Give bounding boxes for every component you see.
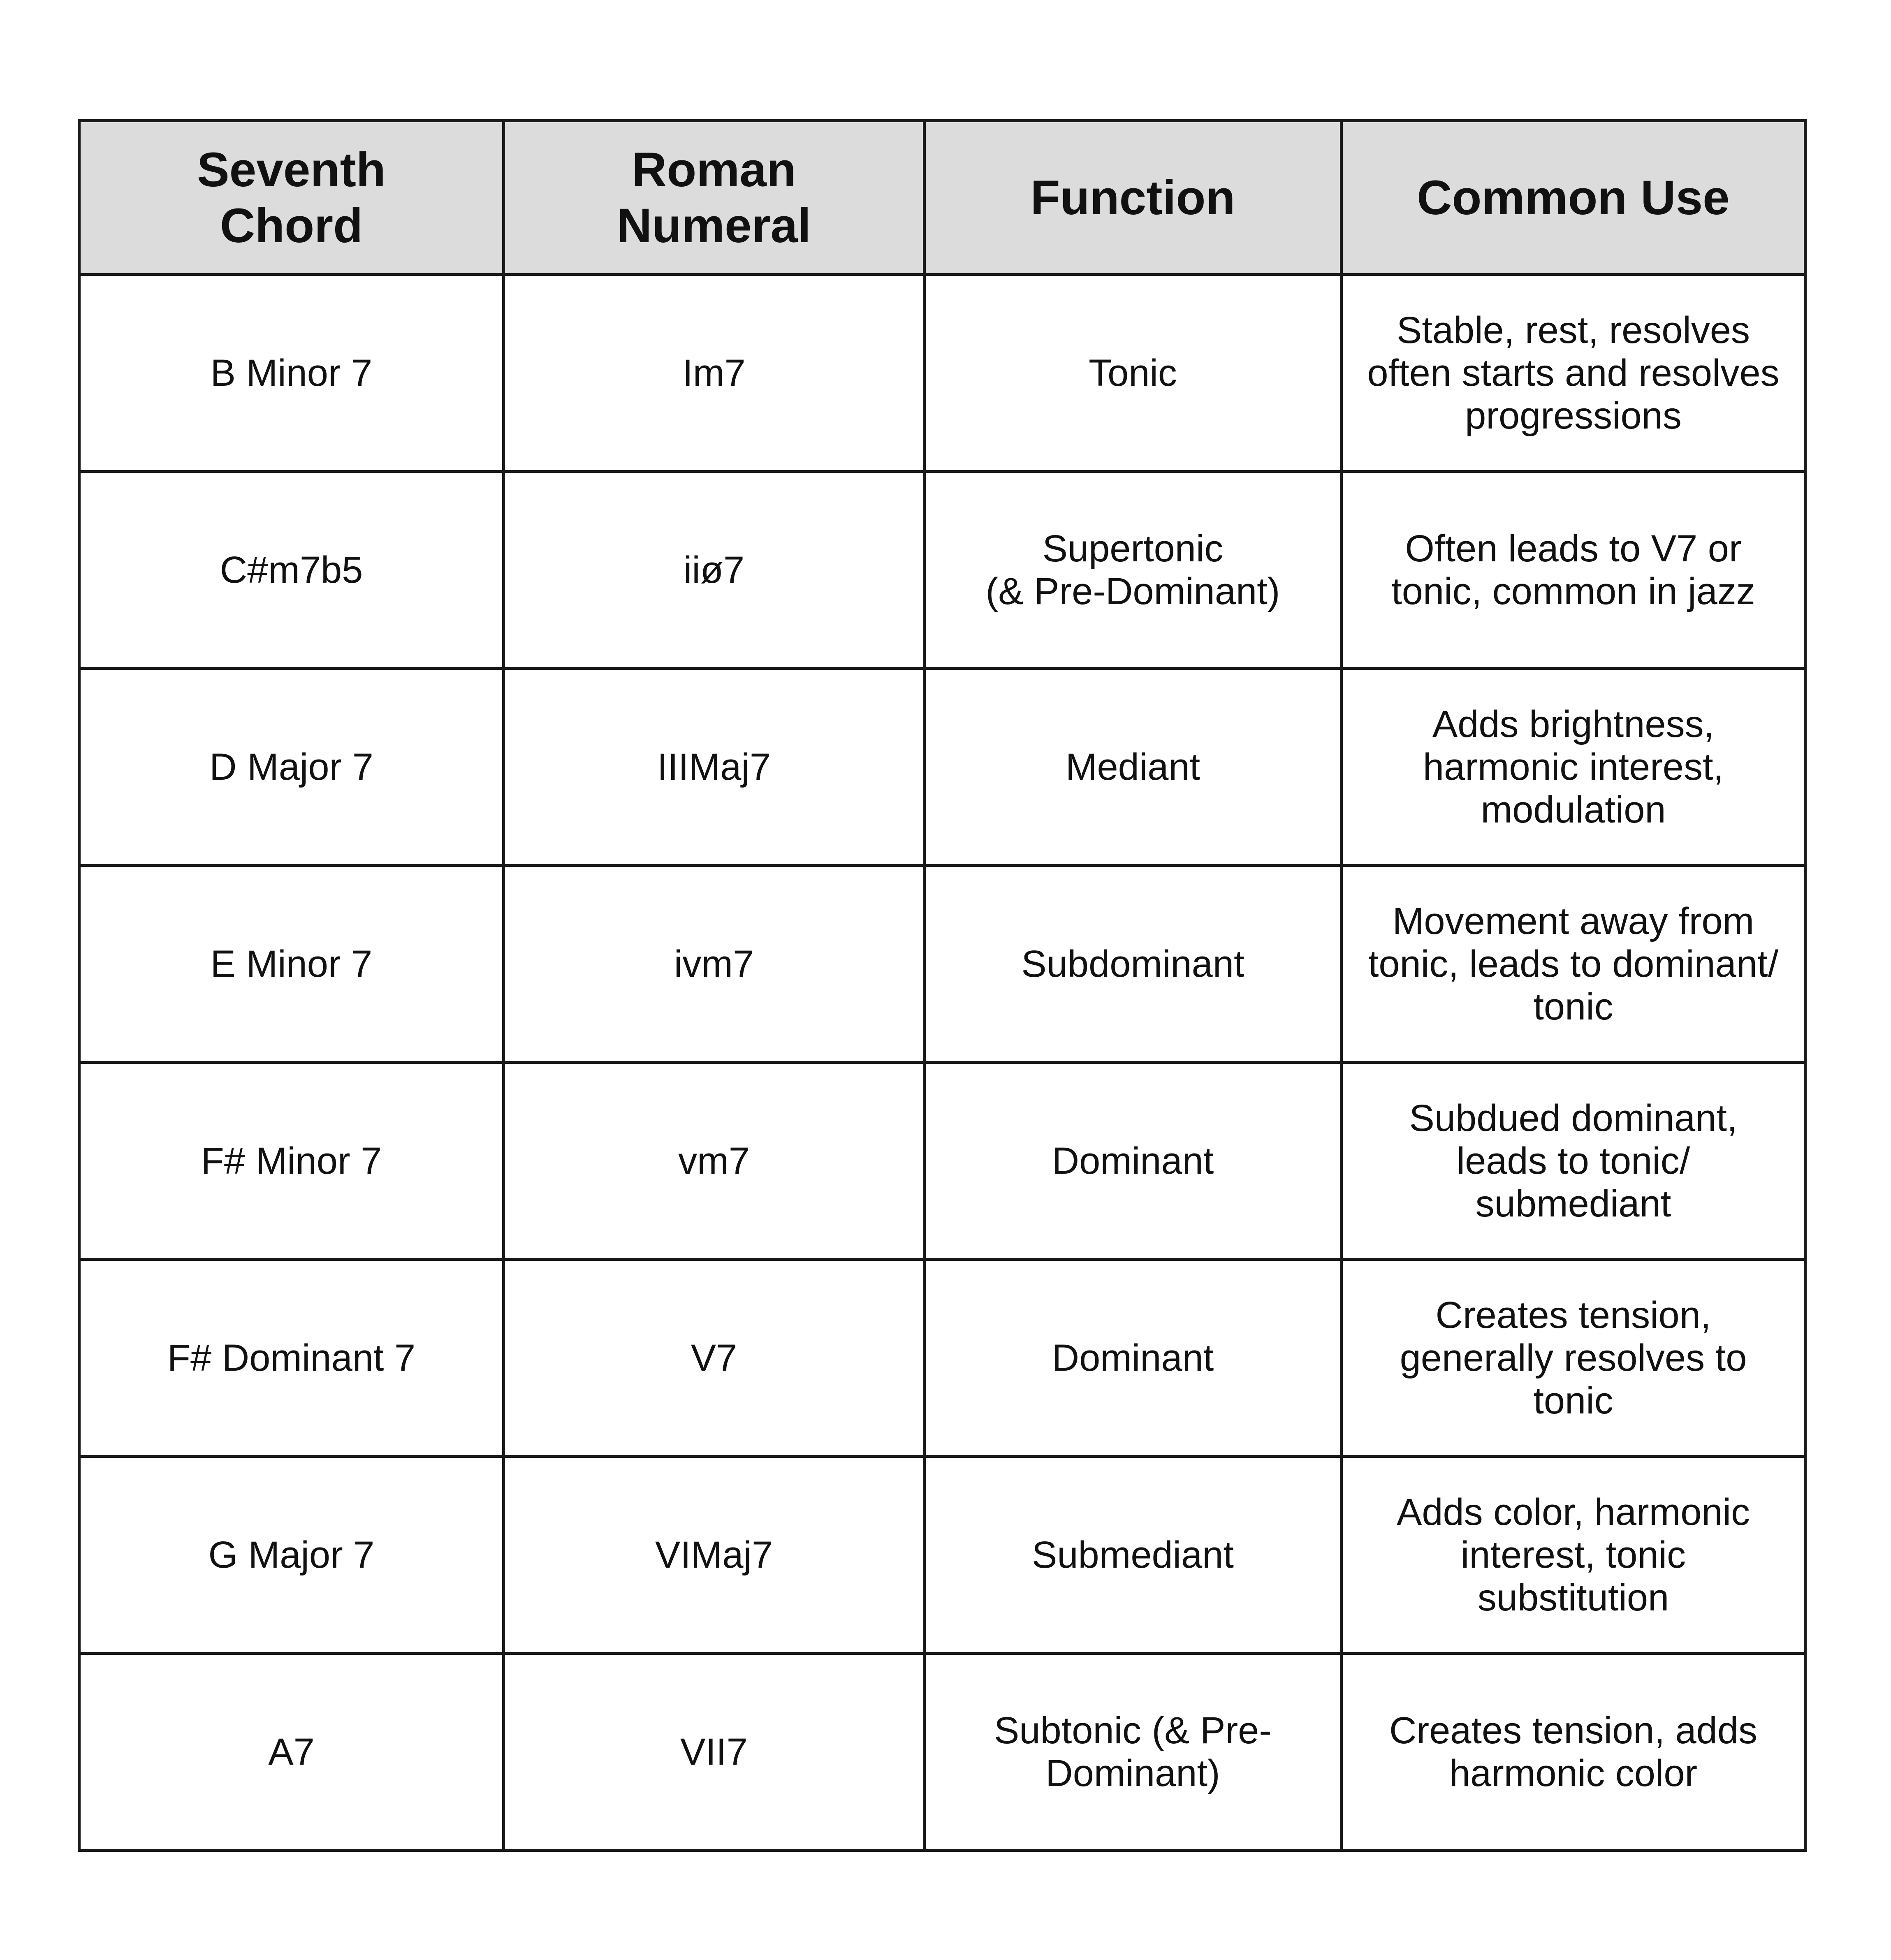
seventh-chord-table-container	[78, 119, 1804, 1848]
cell-common-use: Often leads to V7 or tonic, common in jazz	[1342, 472, 1805, 669]
cell-chord: B Minor 7	[79, 275, 504, 472]
cell-function: Tonic	[925, 275, 1342, 472]
table-header-row	[79, 121, 1805, 275]
table-row	[79, 1457, 1805, 1654]
cell-roman-numeral: iiø7	[504, 472, 925, 669]
header-function: Function	[925, 121, 1342, 275]
table-row	[79, 669, 1805, 866]
cell-common-use: Adds brightness, harmonic interest, modulation	[1342, 669, 1805, 866]
cell-roman-numeral: vm7	[504, 1063, 925, 1260]
header-seventh-chord: Seventh Chord	[79, 121, 504, 275]
cell-roman-numeral: ivm7	[504, 866, 925, 1063]
cell-chord: D Major 7	[79, 669, 504, 866]
cell-chord: C#m7b5	[79, 472, 504, 669]
header-common-use: Common Use	[1342, 121, 1805, 275]
cell-function: Supertonic (& Pre-Dominant)	[925, 472, 1342, 669]
cell-function: Subdominant	[925, 866, 1342, 1063]
seventh-chord-table	[78, 119, 1807, 1852]
cell-function: Mediant	[925, 669, 1342, 866]
header-roman-numeral: Roman Numeral	[504, 121, 925, 275]
table-row	[79, 1063, 1805, 1260]
cell-common-use: Adds color, harmonic interest, tonic substitution	[1342, 1457, 1805, 1654]
table-row	[79, 275, 1805, 472]
cell-common-use: Movement away from tonic, leads to dominant/ tonic	[1342, 866, 1805, 1063]
cell-roman-numeral: V7	[504, 1260, 925, 1457]
cell-roman-numeral: VIMaj7	[504, 1457, 925, 1654]
table-row	[79, 1260, 1805, 1457]
cell-roman-numeral: IIIMaj7	[504, 669, 925, 866]
cell-roman-numeral: Im7	[504, 275, 925, 472]
cell-chord: F# Dominant 7	[79, 1260, 504, 1457]
cell-common-use: Stable, rest, resolves often starts and resolves progressions	[1342, 275, 1805, 472]
cell-common-use: Creates tension, generally resolves to tonic	[1342, 1260, 1805, 1457]
cell-function: Dominant	[925, 1063, 1342, 1260]
cell-chord: F# Minor 7	[79, 1063, 504, 1260]
cell-chord: A7	[79, 1654, 504, 1851]
cell-chord: G Major 7	[79, 1457, 504, 1654]
cell-function: Subtonic (& Pre- Dominant)	[925, 1654, 1342, 1851]
table-row	[79, 866, 1805, 1063]
table-row	[79, 1654, 1805, 1851]
cell-common-use: Subdued dominant, leads to tonic/ submediant	[1342, 1063, 1805, 1260]
cell-function: Submediant	[925, 1457, 1342, 1654]
cell-chord: E Minor 7	[79, 866, 504, 1063]
table-row	[79, 472, 1805, 669]
cell-roman-numeral: VII7	[504, 1654, 925, 1851]
cell-function: Dominant	[925, 1260, 1342, 1457]
cell-common-use: Creates tension, adds harmonic color	[1342, 1654, 1805, 1851]
